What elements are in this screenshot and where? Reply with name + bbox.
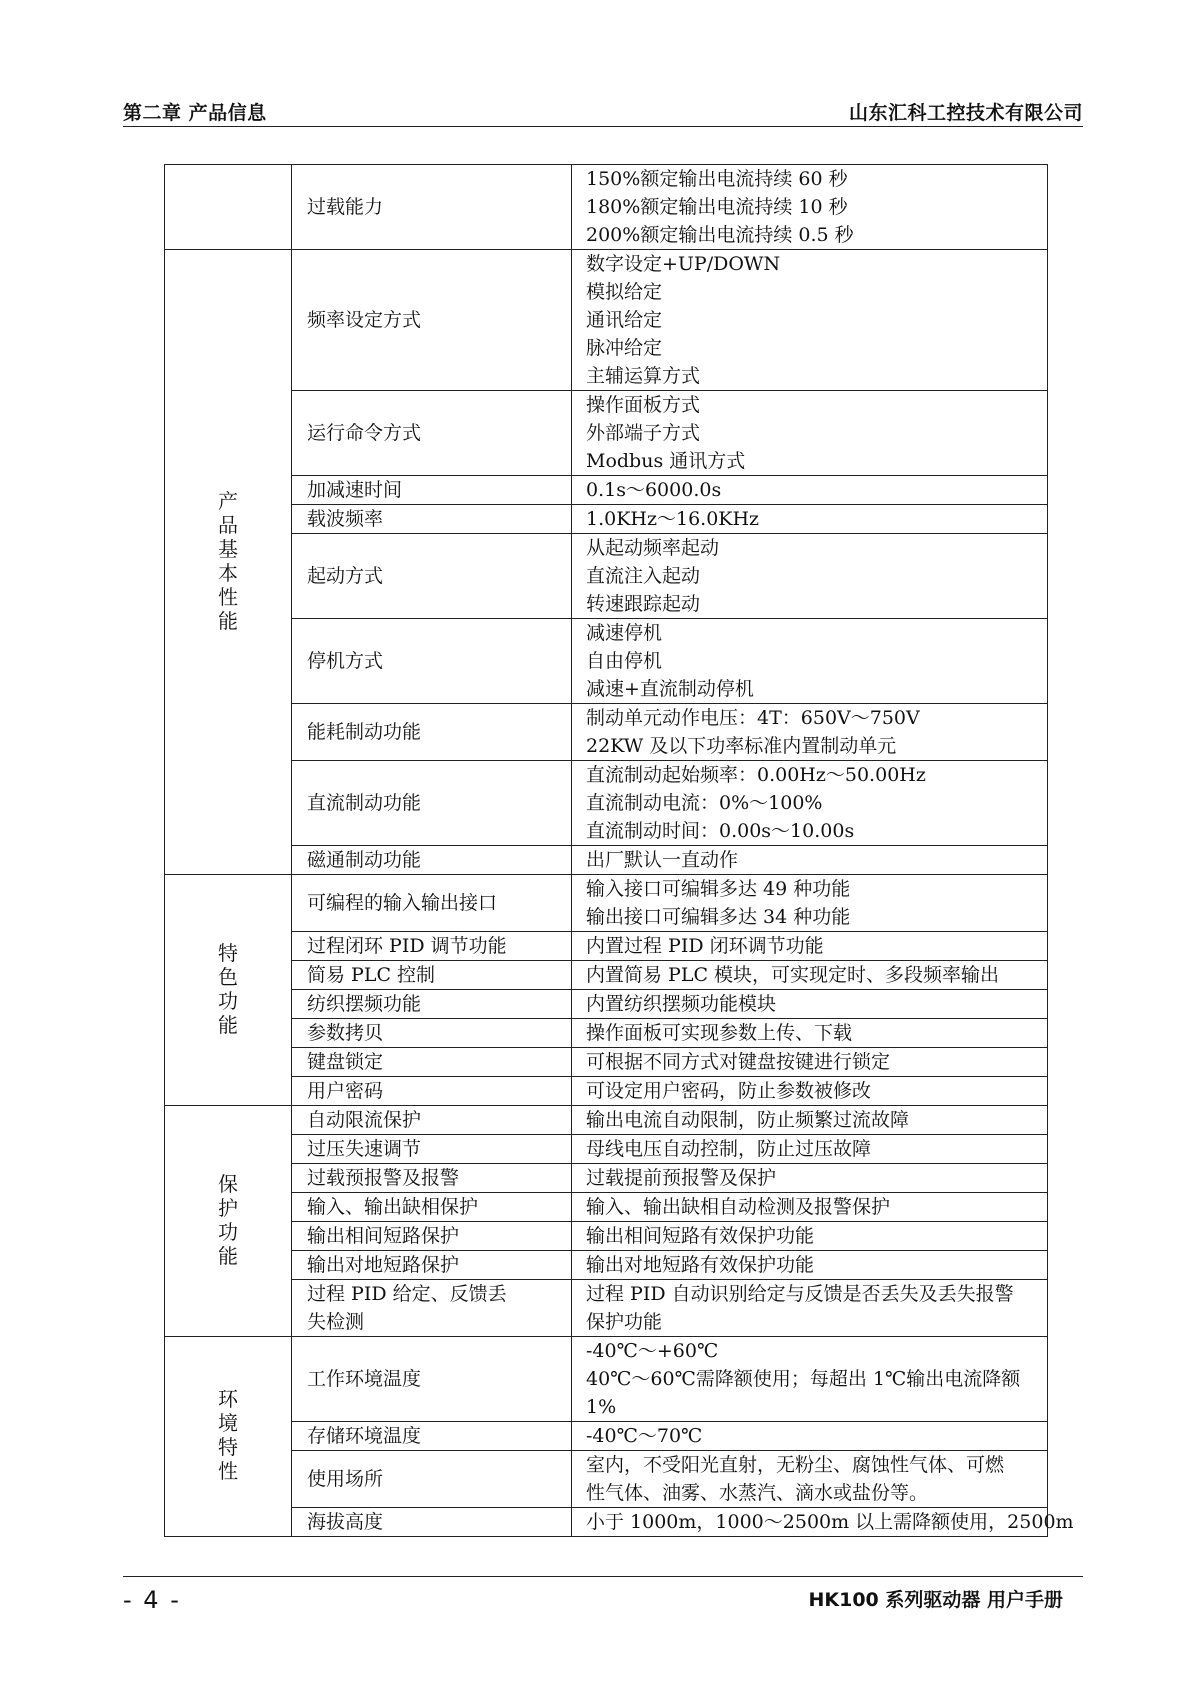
item-cell (292, 932, 572, 961)
table-row (165, 1135, 1048, 1164)
item-label: 简易 PLC 控制 (307, 964, 436, 986)
table-row (165, 534, 1048, 619)
item-label: 纺织摆频功能 (307, 993, 422, 1015)
item-cell (292, 250, 572, 391)
description-cell (572, 961, 1048, 990)
category-cell (165, 1337, 292, 1537)
description-cell (572, 1222, 1048, 1251)
description-line: 保护功能 (586, 1311, 663, 1333)
description-cell (572, 250, 1048, 391)
description-line: 输入、输出缺相自动检测及报警保护 (586, 1196, 891, 1218)
description-line: 输出对地短路有效保护功能 (586, 1254, 815, 1276)
table-row (165, 1048, 1048, 1077)
description-line: 可根据不同方式对键盘按键进行锁定 (586, 1051, 891, 1073)
description-line: 22KW 及以下功率标准内置制动单元 (586, 735, 897, 757)
description-line: 直流制动电流：0%～100% (586, 792, 823, 814)
item-cell (292, 391, 572, 476)
item-label: 频率设定方式 (307, 309, 422, 331)
item-label: 海拔高度 (307, 1511, 384, 1533)
description-line: 直流制动起始频率：0.00Hz～50.00Hz (586, 764, 926, 786)
item-cell (292, 165, 572, 250)
description-cell (572, 1164, 1048, 1193)
description-line: 1% (586, 1396, 617, 1418)
item-label: 停机方式 (307, 650, 384, 672)
description-line: 输入接口可编辑多达 49 种功能 (586, 878, 851, 900)
table-row (165, 1422, 1048, 1451)
description-line: 150%额定输出电流持续 60 秒 (586, 168, 848, 190)
description-line: 内置纺织摆频功能模块 (586, 993, 777, 1015)
item-label: 使用场所 (307, 1468, 384, 1490)
item-cell (292, 1337, 572, 1422)
item-label: 输出相间短路保护 (307, 1225, 460, 1247)
description-cell (572, 391, 1048, 476)
description-line: 1.0KHz～16.0KHz (586, 508, 760, 530)
category-label: 特色功能 (218, 940, 238, 1037)
item-cell (292, 1508, 572, 1537)
item-label: 用户密码 (307, 1080, 384, 1102)
description-line: 0.1s～6000.0s (586, 479, 722, 501)
table-row (165, 1451, 1048, 1508)
table-row (165, 165, 1048, 250)
description-cell (572, 1422, 1048, 1451)
description-line: 外部端子方式 (586, 422, 701, 444)
description-line: 180%额定输出电流持续 10 秒 (586, 196, 848, 218)
item-cell (292, 875, 572, 932)
item-cell (292, 961, 572, 990)
description-line: 输出相间短路有效保护功能 (586, 1225, 815, 1247)
description-cell (572, 761, 1048, 846)
table-row (165, 704, 1048, 761)
table-row (165, 1077, 1048, 1106)
spec-table (164, 164, 1074, 1537)
item-cell (292, 1280, 572, 1337)
table-row (165, 1251, 1048, 1280)
description-line: 直流注入起动 (586, 565, 701, 587)
description-line: 小于 1000m，1000～2500m 以上需降额使用，2500m (586, 1511, 1074, 1533)
item-cell (292, 1222, 572, 1251)
item-cell (292, 1164, 572, 1193)
description-cell (572, 1077, 1048, 1106)
table-row (165, 505, 1048, 534)
table-row (165, 1280, 1048, 1337)
description-line: 减速停机 (586, 622, 663, 644)
table-row (165, 1508, 1048, 1537)
description-line: 输出接口可编辑多达 34 种功能 (586, 906, 851, 928)
description-cell (572, 619, 1048, 704)
item-cell (292, 1048, 572, 1077)
description-cell (572, 1337, 1048, 1422)
item-label: 运行命令方式 (307, 422, 422, 444)
item-cell (292, 1019, 572, 1048)
item-label: 载波频率 (307, 508, 384, 530)
manual-title: HK100 系列驱动器 用户手册 (808, 1589, 1063, 1611)
description-line: 数字设定+UP/DOWN (586, 253, 781, 275)
item-cell (292, 619, 572, 704)
table-row (165, 932, 1048, 961)
description-line: 制动单元动作电压：4T：650V～750V (586, 707, 920, 729)
table-row (165, 1337, 1048, 1422)
description-line: 操作面板方式 (586, 394, 701, 416)
page-number: - 4 - (123, 1586, 181, 1614)
company-name: 山东汇科工控技术有限公司 (848, 102, 1083, 124)
category-label: 产品基本性能 (218, 488, 238, 633)
item-cell (292, 1451, 572, 1508)
item-label: 存储环境温度 (307, 1425, 422, 1447)
category-cell (165, 875, 292, 1106)
category-cell (165, 1106, 292, 1337)
chapter-title: 第二章 产品信息 (123, 102, 267, 124)
category-cell (165, 250, 292, 875)
item-label: 过载能力 (307, 196, 384, 218)
description-line: 输出电流自动限制，防止频繁过流故障 (586, 1109, 910, 1131)
description-cell (572, 1048, 1048, 1077)
table-row (165, 1106, 1048, 1135)
description-line: 内置简易 PLC 模块，可实现定时、多段频率输出 (586, 964, 1000, 986)
item-label: 输入、输出缺相保护 (307, 1196, 479, 1218)
table-row (165, 391, 1048, 476)
description-line: 40℃～60℃需降额使用；每超出 1℃输出电流降额 (586, 1368, 1021, 1390)
description-cell (572, 1106, 1048, 1135)
item-label: 键盘锁定 (307, 1051, 384, 1073)
item-label-line: 失检测 (307, 1311, 365, 1333)
description-line: 母线电压自动控制，防止过压故障 (586, 1138, 872, 1160)
item-label: 能耗制动功能 (307, 721, 422, 743)
description-cell (572, 932, 1048, 961)
table-row (165, 961, 1048, 990)
footer-divider (123, 1576, 1083, 1577)
page-header (123, 98, 1083, 128)
item-label: 过程闭环 PID 调节功能 (307, 935, 507, 957)
description-cell (572, 1508, 1074, 1537)
description-cell (572, 990, 1048, 1019)
item-label: 磁通制动功能 (307, 849, 422, 871)
description-line: 转速跟踪起动 (586, 593, 701, 615)
item-label: 输出对地短路保护 (307, 1254, 460, 1276)
header-divider (123, 126, 1083, 127)
item-cell (292, 534, 572, 619)
description-cell (572, 1451, 1048, 1508)
description-line: -40℃～+60℃ (586, 1340, 719, 1362)
description-cell (572, 704, 1048, 761)
item-cell (292, 476, 572, 505)
description-line: 从起动频率起动 (586, 537, 720, 559)
item-label-line: 过程 PID 给定、反馈丢 (307, 1283, 507, 1305)
table-row (165, 619, 1048, 704)
item-label: 直流制动功能 (307, 792, 422, 814)
item-cell (292, 505, 572, 534)
description-line: 通讯给定 (586, 309, 663, 331)
category-label: 保护功能 (218, 1171, 238, 1268)
description-cell (572, 505, 1048, 534)
category-cell (165, 165, 292, 250)
table-row (165, 476, 1048, 505)
description-line: 脉冲给定 (586, 337, 663, 359)
item-cell (292, 1106, 572, 1135)
description-line: 出厂默认一直动作 (586, 849, 739, 871)
item-cell (292, 704, 572, 761)
item-cell (292, 846, 572, 875)
table-row (165, 1164, 1048, 1193)
table-row (165, 990, 1048, 1019)
description-line: Modbus 通讯方式 (586, 450, 746, 472)
description-line: 性气体、油雾、水蒸汽、滴水或盐份等。 (586, 1482, 929, 1504)
description-line: 直流制动时间：0.00s～10.00s (586, 820, 855, 842)
description-cell (572, 534, 1048, 619)
table-row (165, 875, 1048, 932)
description-line: -40℃～70℃ (586, 1425, 703, 1447)
description-line: 模拟给定 (586, 281, 663, 303)
item-label: 过载预报警及报警 (307, 1167, 460, 1189)
description-cell (572, 875, 1048, 932)
item-label: 自动限流保护 (307, 1109, 422, 1131)
description-cell (572, 1251, 1048, 1280)
description-line: 过载提前预报警及保护 (586, 1167, 777, 1189)
item-label: 工作环境温度 (307, 1368, 422, 1390)
description-line: 过程 PID 自动识别给定与反馈是否丢失及丢失报警 (586, 1283, 1014, 1305)
description-cell (572, 1193, 1048, 1222)
description-line: 可设定用户密码，防止参数被修改 (586, 1080, 872, 1102)
description-line: 自由停机 (586, 650, 663, 672)
description-cell (572, 1280, 1048, 1337)
table-row (165, 846, 1048, 875)
category-label: 环境特性 (218, 1387, 238, 1483)
table-row (165, 1019, 1048, 1048)
table-row (165, 1222, 1048, 1251)
description-cell (572, 1135, 1048, 1164)
item-cell (292, 1135, 572, 1164)
description-line: 主辅运算方式 (586, 365, 701, 387)
item-label: 起动方式 (307, 565, 384, 587)
item-label: 加减速时间 (307, 479, 403, 501)
item-cell (292, 1422, 572, 1451)
item-label: 参数拷贝 (307, 1022, 384, 1044)
description-cell (572, 1019, 1048, 1048)
table-row (165, 761, 1048, 846)
description-cell (572, 476, 1048, 505)
description-line: 200%额定输出电流持续 0.5 秒 (586, 224, 854, 246)
item-cell (292, 1077, 572, 1106)
description-cell (572, 846, 1048, 875)
description-line: 室内，不受阳光直射，无粉尘、腐蚀性气体、可燃 (586, 1454, 1005, 1476)
description-line: 减速+直流制动停机 (586, 678, 754, 700)
item-cell (292, 1193, 572, 1222)
item-cell (292, 1251, 572, 1280)
item-cell (292, 761, 572, 846)
item-label: 可编程的输入输出接口 (307, 892, 498, 914)
table-row (165, 250, 1048, 391)
table-row (165, 1193, 1048, 1222)
item-label: 过压失速调节 (307, 1138, 422, 1160)
description-line: 操作面板可实现参数上传、下载 (586, 1022, 853, 1044)
description-cell (572, 165, 1048, 250)
description-line: 内置过程 PID 闭环调节功能 (586, 935, 824, 957)
item-cell (292, 990, 572, 1019)
